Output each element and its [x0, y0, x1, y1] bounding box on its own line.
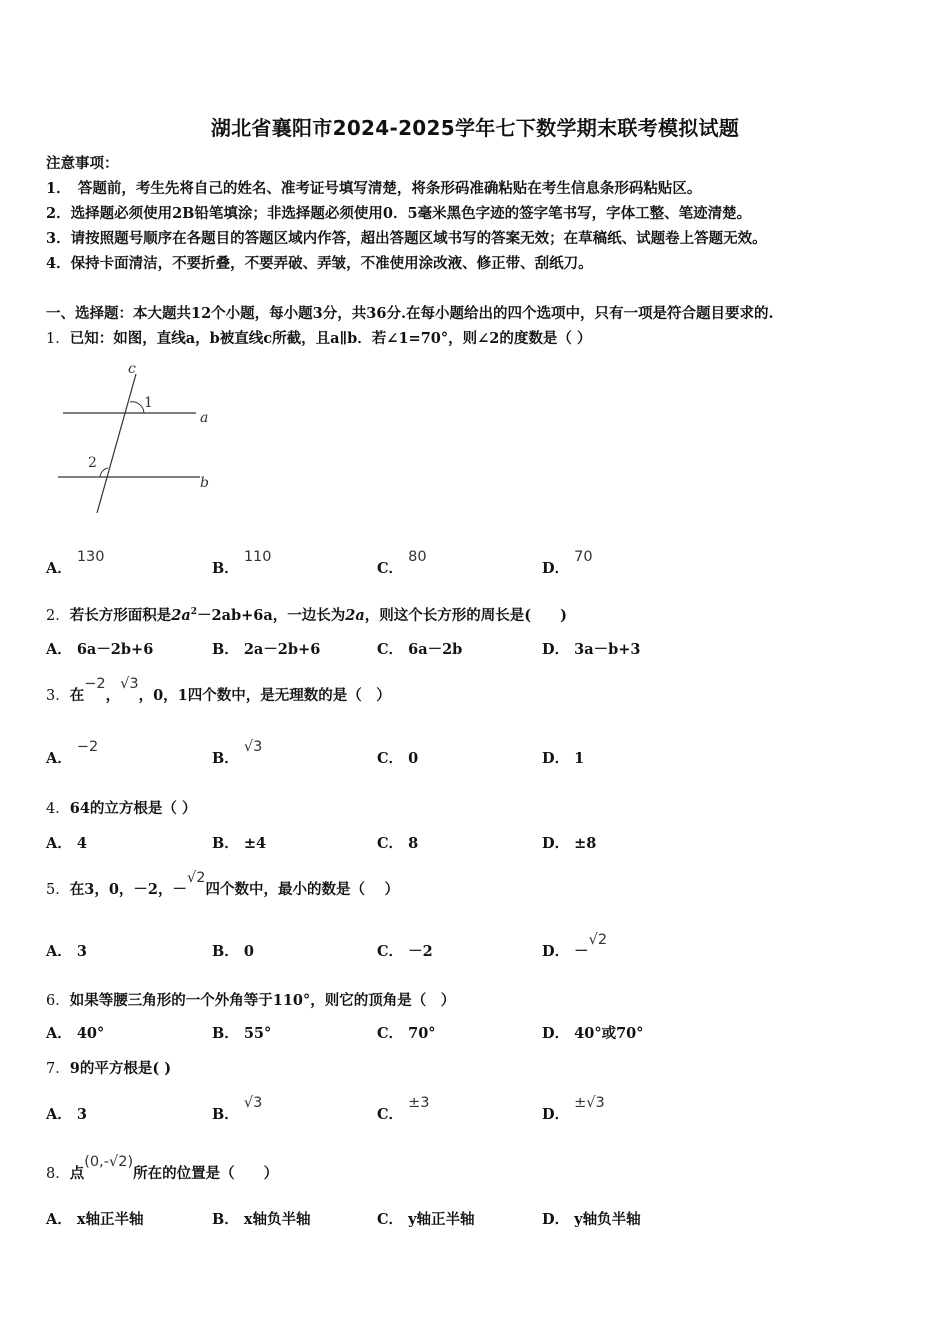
option-label: B． — [212, 560, 239, 577]
option-a[interactable] — [46, 940, 87, 961]
label-2: 2 — [88, 455, 97, 471]
q4-options — [46, 832, 926, 854]
option-value: ±4 — [243, 835, 267, 852]
option-value: y轴正半轴 — [408, 1211, 475, 1228]
option-label: A． — [46, 835, 72, 852]
option-d[interactable] — [542, 932, 608, 961]
option-label: D． — [542, 1106, 570, 1123]
option-label: B． — [212, 943, 239, 960]
label-c: c — [128, 361, 136, 377]
side-length: 2a — [345, 607, 365, 624]
option-label: C． — [377, 560, 404, 577]
separator: ， — [105, 687, 121, 704]
option-label: D． — [542, 835, 570, 852]
option-c[interactable] — [377, 1095, 430, 1124]
option-label: A． — [46, 560, 72, 577]
label-b: b — [200, 475, 209, 491]
option-label: C． — [377, 943, 404, 960]
q1-options — [46, 549, 926, 579]
question-8 — [46, 1154, 279, 1183]
option-value: 70° — [408, 1025, 436, 1042]
q6-options — [46, 1022, 926, 1044]
option-value: 6a－2b — [408, 641, 463, 658]
option-label: A． — [46, 750, 72, 767]
option-value-sqrt: ±√3 — [574, 1095, 605, 1111]
question-number: 5． — [46, 882, 70, 898]
option-c[interactable] — [377, 940, 433, 961]
option-value: x轴负半轴 — [243, 1211, 311, 1228]
label-a: a — [200, 410, 209, 426]
question-text: 已知：如图，直线a，b被直线c所截，且a∥b．若∠1=70°，则∠2的度数是（ ） — [69, 330, 592, 347]
question-1 — [46, 327, 591, 348]
option-value: 110 — [243, 549, 272, 565]
option-value: 80 — [408, 549, 427, 565]
line-c — [97, 374, 136, 513]
radicand: 2 — [118, 1154, 128, 1170]
option-value-sqrt: √2 — [588, 932, 608, 948]
option-value: 40° — [76, 1025, 105, 1042]
q8-options — [46, 1208, 926, 1230]
option-value: 130 — [76, 549, 105, 565]
option-value: 2a－2b+6 — [243, 641, 321, 658]
radicand: 2 — [196, 870, 206, 886]
question-number: 1． — [46, 331, 70, 347]
option-a[interactable] — [46, 638, 153, 659]
option-value: 4 — [76, 835, 87, 852]
expression-a: 2a — [171, 607, 191, 624]
option-label: A． — [46, 1106, 72, 1123]
option-b[interactable] — [212, 1022, 271, 1043]
option-value: 0 — [243, 943, 254, 960]
option-c[interactable] — [377, 747, 418, 768]
question-6 — [46, 989, 455, 1010]
option-c[interactable] — [377, 832, 418, 853]
question-number: 2． — [46, 608, 70, 624]
question-number: 4． — [46, 801, 70, 817]
question-3 — [46, 676, 391, 705]
option-c[interactable] — [377, 549, 427, 578]
label-1: 1 — [144, 395, 153, 411]
option-label: B． — [212, 750, 239, 767]
option-b[interactable] — [212, 832, 266, 853]
question-text-pre: 在 — [69, 687, 85, 704]
question-5 — [46, 870, 400, 899]
math-sqrt-3: √3 — [120, 676, 139, 692]
option-label: C． — [377, 641, 404, 658]
question-text: 如果等腰三角形的一个外角等于110°，则它的顶角是（ ） — [69, 992, 456, 1009]
q7-options — [46, 1095, 926, 1125]
option-a[interactable] — [46, 549, 105, 578]
option-label: D． — [542, 1211, 570, 1228]
math-neg-two: −2 — [84, 676, 106, 692]
option-value: −2 — [76, 739, 99, 755]
option-prefix: － — [574, 943, 589, 960]
option-d[interactable] — [542, 638, 641, 659]
option-label: D． — [542, 560, 570, 577]
option-b[interactable] — [212, 1095, 263, 1124]
question-number: 8． — [46, 1166, 70, 1182]
notes-heading: 注意事项： — [46, 155, 119, 172]
exponent: 2 — [190, 607, 197, 618]
option-label: B． — [212, 1025, 239, 1042]
note-item-1: 1． 答题前，考生先将自己的姓名、准考证号填写清楚，将条形码准确粘贴在考生信息条形码粘贴区。 — [46, 180, 702, 197]
expression-b: －2ab+6a — [196, 607, 273, 624]
option-c[interactable] — [377, 1208, 475, 1229]
option-value: ±3 — [408, 1095, 430, 1111]
option-value: 0 — [408, 750, 419, 767]
radicand: 3 — [129, 676, 139, 692]
parallel-lines-figure — [50, 358, 230, 520]
option-label: C． — [377, 835, 404, 852]
question-text: 64的立方根是（ ） — [69, 800, 197, 817]
question-text-post: 所在的位置是（ ） — [133, 1165, 279, 1182]
point-open: (0,- — [84, 1154, 109, 1170]
option-value: 3a－b+3 — [574, 641, 641, 658]
option-label: B． — [212, 1106, 239, 1123]
q3-options — [46, 739, 926, 769]
question-2 — [46, 604, 567, 625]
option-value: y轴负半轴 — [574, 1211, 641, 1228]
q5-options — [46, 932, 926, 962]
question-4 — [46, 797, 196, 818]
option-value: 70 — [574, 549, 593, 565]
question-text-post: ，0，1四个数中，是无理数的是（ ） — [138, 687, 391, 704]
question-text-pre: 若长方形面积是 — [69, 607, 172, 624]
option-a[interactable] — [46, 1022, 104, 1043]
option-label: D． — [542, 943, 570, 960]
math-point: (0,-√2) — [84, 1154, 134, 1170]
option-label: B． — [212, 1211, 239, 1228]
option-d[interactable] — [542, 747, 584, 768]
option-label: A． — [46, 1211, 72, 1228]
radicand: 3 — [595, 1095, 605, 1111]
option-label: C． — [377, 1106, 404, 1123]
option-label: C． — [377, 1211, 404, 1228]
point-close: ) — [127, 1154, 134, 1170]
option-label: B． — [212, 641, 239, 658]
note-item-4: 4．保持卡面清洁，不要折叠，不要弄破、弄皱，不准使用涂改液、修正带、刮纸刀。 — [46, 255, 593, 272]
option-c[interactable] — [377, 638, 462, 659]
option-value: 3 — [76, 943, 87, 960]
note-item-2: 2．选择题必须使用2B铅笔填涂；非选择题必须使用0．5毫米黑色字迹的签字笔书写，字体工整、笔迹清楚。 — [46, 205, 752, 222]
question-number: 7． — [46, 1061, 70, 1077]
question-text-post: ，则这个长方形的周长是( ) — [364, 607, 567, 624]
option-value: x轴正半轴 — [76, 1211, 144, 1228]
section-heading: 一、选择题：本大题共12个小题，每小题3分，共36分.在每小题给出的四个选项中，只有一项是符合题目要求的. — [46, 305, 774, 322]
option-label: A． — [46, 943, 72, 960]
option-b[interactable] — [212, 739, 263, 768]
option-b[interactable] — [212, 1208, 310, 1229]
option-value: 40°或70° — [574, 1025, 644, 1042]
option-value: 6a－2b+6 — [76, 641, 154, 658]
option-a[interactable] — [46, 1208, 143, 1229]
note-item-3: 3．请按照题号顺序在各题目的答题区域内作答，超出答题区域书写的答案无效；在草稿纸、试题卷上答题无效。 — [46, 230, 767, 247]
option-label: C． — [377, 750, 404, 767]
option-prefix: ± — [574, 1095, 587, 1111]
question-number: 3． — [46, 688, 70, 704]
question-text-pre: 在3，0，－2，－ — [69, 881, 188, 898]
option-a[interactable] — [46, 832, 87, 853]
option-b[interactable] — [212, 940, 254, 961]
question-text: 9的平方根是( ) — [69, 1060, 172, 1077]
option-c[interactable] — [377, 1022, 436, 1043]
option-value: ±8 — [574, 835, 597, 852]
option-value: 8 — [408, 835, 419, 852]
option-label: A． — [46, 1025, 72, 1042]
question-7 — [46, 1057, 171, 1078]
option-b[interactable] — [212, 549, 272, 578]
radicand: 3 — [253, 1095, 263, 1111]
option-label: A． — [46, 641, 72, 658]
radicand: 3 — [253, 739, 263, 755]
option-d[interactable] — [542, 832, 596, 853]
option-value: －2 — [408, 943, 433, 960]
option-d[interactable] — [542, 1208, 641, 1229]
option-a[interactable] — [46, 1103, 87, 1124]
page-title: 湖北省襄阳市2024-2025学年七下数学期末联考模拟试题 — [210, 116, 740, 140]
option-value: 1 — [574, 750, 585, 767]
math-sqrt-2: √2 — [187, 870, 206, 886]
option-a[interactable] — [46, 739, 99, 768]
option-d[interactable] — [542, 1022, 644, 1043]
angle-1-arc — [130, 402, 144, 413]
question-text-mid: ，一边长为 — [272, 607, 346, 624]
question-number: 6． — [46, 993, 70, 1009]
option-label: C． — [377, 1025, 404, 1042]
option-value-sqrt: √3 — [243, 739, 263, 755]
option-label: D． — [542, 750, 570, 767]
angle-2-arc — [100, 468, 108, 477]
radicand: 2 — [597, 932, 608, 948]
option-value: 55° — [243, 1025, 272, 1042]
option-label: D． — [542, 641, 570, 658]
option-label: D． — [542, 1025, 570, 1042]
option-d[interactable] — [542, 549, 593, 578]
option-value-sqrt: √3 — [243, 1095, 263, 1111]
question-text-pre: 点 — [69, 1165, 85, 1182]
option-label: B． — [212, 835, 239, 852]
option-d[interactable] — [542, 1095, 605, 1124]
option-b[interactable] — [212, 638, 320, 659]
q2-options — [46, 638, 926, 660]
question-text-post: 四个数中，最小的数是（ ） — [205, 881, 400, 898]
option-value: 3 — [76, 1106, 87, 1123]
